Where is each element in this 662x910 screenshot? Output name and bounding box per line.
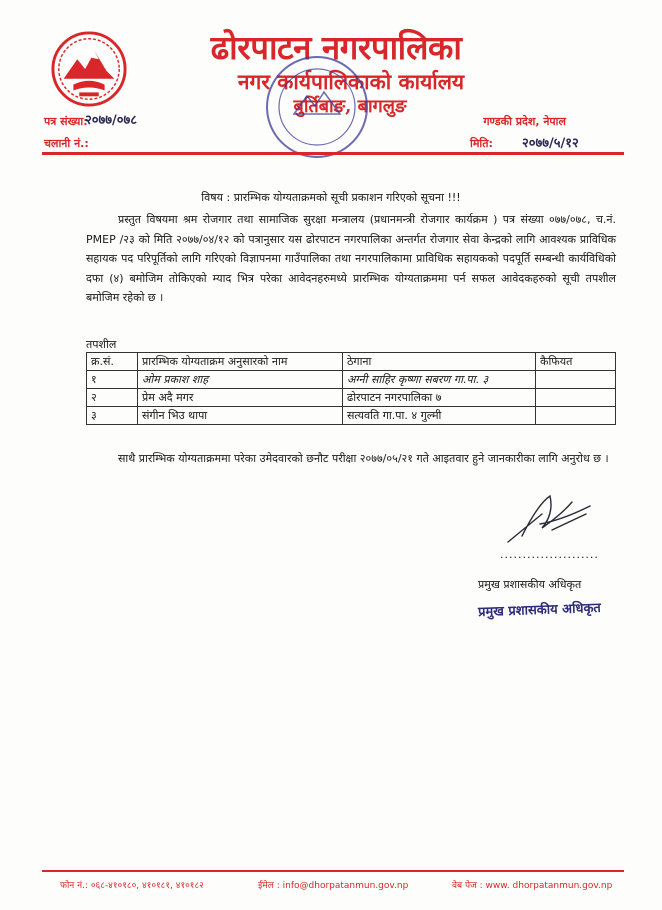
- closing-paragraph: साथै प्रारम्भिक योग्यताक्रममा परेका उमेदवारको छनौट परीक्षा २०७७/०५/२१ गते आइतवार हुने जानकारीका लागि अनुरोध छ ।: [118, 452, 609, 465]
- details-label: तपशील: [86, 338, 117, 351]
- table-cell-remarks: [536, 389, 616, 407]
- table-cell-name: प्रेम अदै मगर: [138, 389, 343, 407]
- table-row: [87, 389, 616, 407]
- dispatch-number-label: चलानी नं.:: [44, 137, 89, 150]
- date-label: मिति:: [470, 137, 493, 150]
- column-header-address: ठेगाना: [343, 353, 536, 371]
- signatory-title: प्रमुख प्रशासकीय अधिकृत: [478, 578, 582, 591]
- column-header-serial: क्र.सं.: [87, 353, 138, 371]
- signatory-stamp: प्रमुख प्रशासकीय अधिकृत: [477, 600, 602, 621]
- table-cell-address: ढोरपाटन नगरपालिका ७: [343, 389, 536, 407]
- province-label: गण्डकी प्रदेश, नेपाल: [483, 115, 566, 128]
- reference-number-value: २०७७/०७८: [85, 113, 138, 128]
- table-row: [87, 407, 616, 425]
- office-name: नगर कार्यपालिकाको कार्यालय: [237, 69, 465, 94]
- footer-phone: फोन नं.: ०६८-४१०१८०, ४१०१८१, ४१०१८२: [60, 881, 204, 891]
- table-cell-serial: १: [87, 371, 138, 389]
- candidates-table: [86, 352, 616, 425]
- table-cell-remarks: [536, 407, 616, 425]
- table-cell-serial: ३: [87, 407, 138, 425]
- government-emblem-icon: [50, 30, 128, 108]
- table-cell-name: ओम प्रकाश शाह: [138, 371, 343, 389]
- organization-title: ढोरपाटन नगरपालिका: [210, 28, 462, 67]
- table-header-row: [87, 353, 616, 371]
- table-cell-address: अग्नी साहिर कृष्णा सबरण गा.पा. ३: [343, 371, 536, 389]
- column-header-remarks: कैफियत: [536, 353, 616, 371]
- office-address: बुर्तिबाङ, बागलुङ: [293, 96, 407, 117]
- signature-line: ......................: [500, 548, 599, 561]
- body-paragraph: प्रस्तुत विषयमा श्रम रोजगार तथा सामाजिक सुरक्षा मन्त्रालय (प्रधानमन्त्री रोजगार कार्यक्रम ) पत्र संख्या ०७७/०७८, च.नं. PMEP /२३ को मिति २०७७/०४/१२ को पत्रानुसार यस ढोरपाटन नगरपालिका अन्तर्गत रोजगार सेवा केन्द्रको लागि आवश्यक प्राविधिक सहायक पद परिपूर्तिको लागि गरिएको विज्ञापनमा गाउँपालिका तथा नगरपालिकामा प्राविधिक सहायकको पदपूर्ति सम्बन्धी कार्यविधिको दफा (४) बमोजिम तोकिएको म्याद भित्र परेका आवेदनहरुमध्ये प्रारम्भिक योग्यताक्रममा पर्न सफल आवेदकहरुको सूची तपशील बमोजिम रहेको छ ।: [86, 213, 616, 304]
- column-header-name: प्रारम्भिक योग्यताक्रम अनुसारको नाम: [138, 353, 343, 371]
- table-cell-remarks: [536, 371, 616, 389]
- table-cell-serial: २: [87, 389, 138, 407]
- office-stamp: [262, 52, 372, 162]
- date-value: २०७७/५/१२: [522, 136, 579, 151]
- footer-divider: [42, 870, 624, 872]
- footer-email: ईमेल : info@dhorpatanmun.gov.np: [258, 881, 409, 891]
- table-cell-name: संगीन भिउ थापा: [138, 407, 343, 425]
- table-row: [87, 371, 616, 389]
- header-divider: [42, 152, 624, 155]
- table-cell-address: सत्यवति गा.पा. ४ गुल्मी: [343, 407, 536, 425]
- subject-line: विषय : प्रारम्भिक योग्यताक्रमको सूची प्रकाशन गरिएको सूचना !!!: [201, 191, 461, 204]
- handwritten-signature: [502, 484, 596, 548]
- footer-website: वेब पेज : www. dhorpatanmun.gov.np: [452, 881, 613, 891]
- reference-number-label: पत्र संख्या:: [44, 115, 88, 128]
